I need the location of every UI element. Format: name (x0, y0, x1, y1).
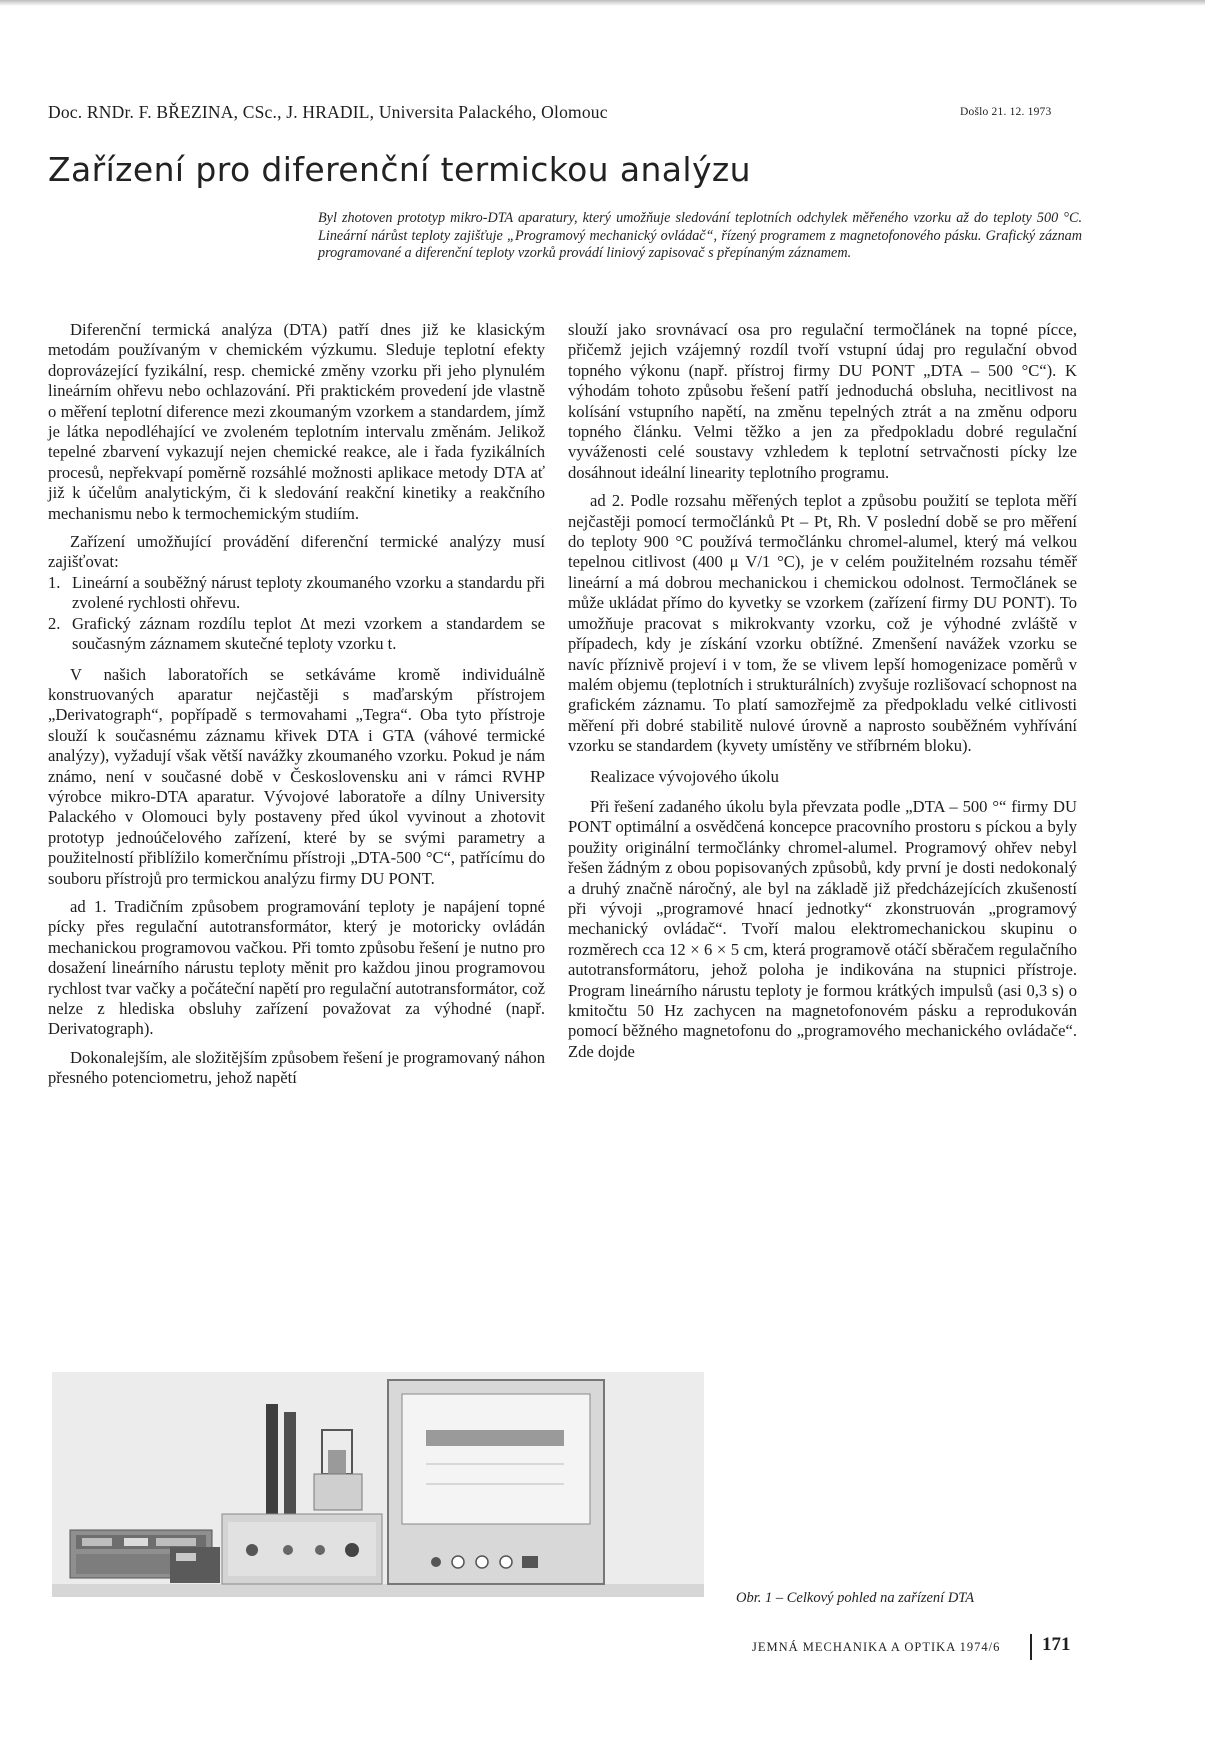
figure-caption: Obr. 1 – Celkový pohled na zařízení DTA (736, 1590, 975, 1606)
list-item (48, 614, 545, 655)
list-item (48, 573, 545, 614)
list-number: 1. (48, 572, 61, 592)
paragraph: Diferenční termická analýza (DTA) patří dnes již ke klasickým metodám používaným v chemickém výzkumu. Sleduje teplotní efekty doprovázející fyzikální, resp. chemické změny vzorku při jeho plynulém lineárním ohřevu nebo ochlazování. Při praktickém provedení jde vlastně o měření teplotní diference mezi zkoumaným vzorkem a standardem, jímž je látka nepodléhající ve zvoleném teplotním intervalu změnám. Jelikož tepelné zbarvení vykazují nejen chemické reakce, ale i řada fyzikálních procesů, nepřekvapí poměrně rozsáhlé možnosti aplikace metody DTA ať již k účelům analytickým, či k sledování reakční kinetiky a reakčního mechanismu nebo k termochemickým studiím. (48, 320, 545, 523)
paragraph: ad 2. Podle rozsahu měřených teplot a způsobu použití se teplota měří nejčastěji pomocí termočlánků Pt – Pt, Rh. V poslední době se pro měření do teploty 900 °C používá termočlánku chromel-alumel, který má velkou tepelnou citlivost (400 μ V/1 °C), je v celém použitelném rozsahu téměř lineární a má dobrou mechanickou i chemickou odolnost. Termočlánek se může ukládat přímo do kyvetky se vzorkem (zařízení firmy DU PONT). To umožňuje pracovat s mikrokvanty vzorku, což je výhodné zvláště v případech, kdy je získání vzorku obtížné. Zmenšení navážek vzorku se navíc příznivě projeví i v tom, že se vlivem lepší homogenizace poměrů v malém objemu (teplotních i strukturálních) zvyšuje rozlišovací schopnost na grafickém záznamu. To platí samozřejmě za předpokladu velké citlivosti měření při dobré stabilitě nulové úrovně a naprosto souběžném vyhřívání vzorku se standardem (kyvety umístěny ve stříbrném bloku). (568, 491, 1077, 756)
paragraph: Při řešení zadaného úkolu byla převzata podle „DTA – 500 °“ firmy DU PONT optimální a osvědčená koncepce pracovního prostoru s píckou a byly použity originální termočlánky chromel-alumel. Programový ohřev nebyl řešen žádným z obou popisovaných způsobů, kdy první je dosti nedokonalý a druhý značně náročný, ale byl na základě již předcházejících zkušeností při vývoji „programové hnací jednotky“ zkonstruován „programový mechanický ovládač“. Tvoří malou elektromechanickou skupinu o rozměrech cca 12 × 6 × 5 cm, která programově otáčí sběračem regulačního autotransformátoru, jehož poloha je indikována na stupnici přístroje. Program lineárního nárustu teploty je formou krátkých impulsů (asi 0,3 s) o kmitočtu 50 Hz zachycen na magnetofonovém pásku a reprodukován pomocí běžného magnetofonu do „programového mechanického ovládače“. Zde dojde (568, 796, 1077, 1061)
right-column (568, 320, 1077, 1062)
article-title: Zařízení pro diferenční termickou analýzu (48, 150, 751, 189)
requirements-list (48, 573, 545, 655)
control-unit-small (170, 1547, 220, 1583)
article-abstract: Byl zhotoven prototyp mikro-DTA aparatury, který umožňuje sledování teplotních odchylek měřeného vzorku až do teploty 500 °C. Lineární nárůst teploty zajišťuje „Programový mechanický ovládač“, řízený programem z magnetofonového pásku. Grafický záznam programované a diferenční teploty vzorků provádí liniový zapisovač s přepínaným záznamem. (318, 210, 1082, 262)
page-number: 171 (1042, 1634, 1071, 1655)
paragraph: slouží jako srovnávací osa pro regulační termočlánek na topné pícce, přičemž jejich vzájemný rozdíl tvoří vstupní údaj pro regulační obvod topného výkonu (např. přístroj firmy DU PONT „DTA – 500 °C“). K výhodám tohoto způsobu řešení patří jednoduchá obsluha, necitlivost na kolísání vstupního napětí, na změnu tepelných ztrát a na změnu odporu topného článku. Velmi těžko a jen za předpokladu dobré regulační vyváženosti celé soustavy vzhledem k teplotní setrvačnosti pícky lze dosáhnout ideální linearity teplotního programu. (568, 320, 1077, 482)
figure-photo-dta-apparatus (52, 1372, 704, 1597)
received-date: Došlo 21. 12. 1973 (960, 106, 1052, 118)
left-column (48, 320, 545, 1089)
list-text: Grafický záznam rozdílu teplot Δt mezi vzorkem a standardem se současným záznamem skutečné teploty vzorku t. (72, 613, 545, 654)
paragraph: Dokonalejším, ale složitějším způsobem řešení je programovaný náhon přesného potenciometru, jehož napětí (48, 1047, 545, 1088)
journal-name: JEMNÁ MECHANIKA A OPTIKA 1974/6 (752, 1640, 1001, 1654)
top-rule (0, 0, 1205, 6)
section-heading: Realizace vývojového úkolu (590, 766, 779, 786)
list-text: Lineární a souběžný nárust teploty zkoumaného vzorku a standardu při zvolené rychlosti ohřevu. (72, 572, 545, 613)
linear-recorder (388, 1380, 604, 1584)
paragraph: V našich laboratořích se setkáváme kromě individuálně konstruovaných aparatur nejčastěji s maďarským přístrojem „Derivatograph“, popřípadě s termovahami „Tegra“. Oba tyto přístroje slouží k současnému záznamu křivek DTA i GTA (váhové termické analýzy), vyžadují však větší navážky zkoumaného vzorku. Pokud je nám známo, není v současné době v Československu ani v rámci RVHP výrobce mikro-DTA aparatur. Vývojové laboratoře a dílny University Palackého v Olomouci byly postaveny před úkol vyvinout a zhotovit prototyp jednoúčelového zařízení, které by se svými parametry a použitelností přiblížilo komerčnímu přístroji „DTA-500 °C“, patřícímu do souboru přístrojů pro termickou analýzu firmy DU PONT. (48, 664, 545, 888)
list-number: 2. (48, 613, 61, 633)
apparatus-photo (52, 1372, 704, 1597)
article-authors: Doc. RNDr. F. BŘEZINA, CSc., J. HRADIL, Universita Palackého, Olomouc (48, 102, 608, 122)
paragraph: ad 1. Tradičním způsobem programování teploty je napájení topné pícky přes regulační autotransformátor, který je motoricky ovládán mechanickou programovou vačkou. Při tomto způsobu řešení je nutno pro dosažení lineárního nárustu teploty měnit pro každou jinou programovou rychlost tvar vačky a počáteční napětí pro regulační autotransformátor, což nelze z hlediska obsluhy zařízení považovat za výhodné (např. Derivatograph). (48, 896, 545, 1039)
paragraph: Zařízení umožňující provádění diferenční termické analýzy musí zajišťovat: (48, 532, 545, 572)
footer-divider (1030, 1634, 1032, 1660)
